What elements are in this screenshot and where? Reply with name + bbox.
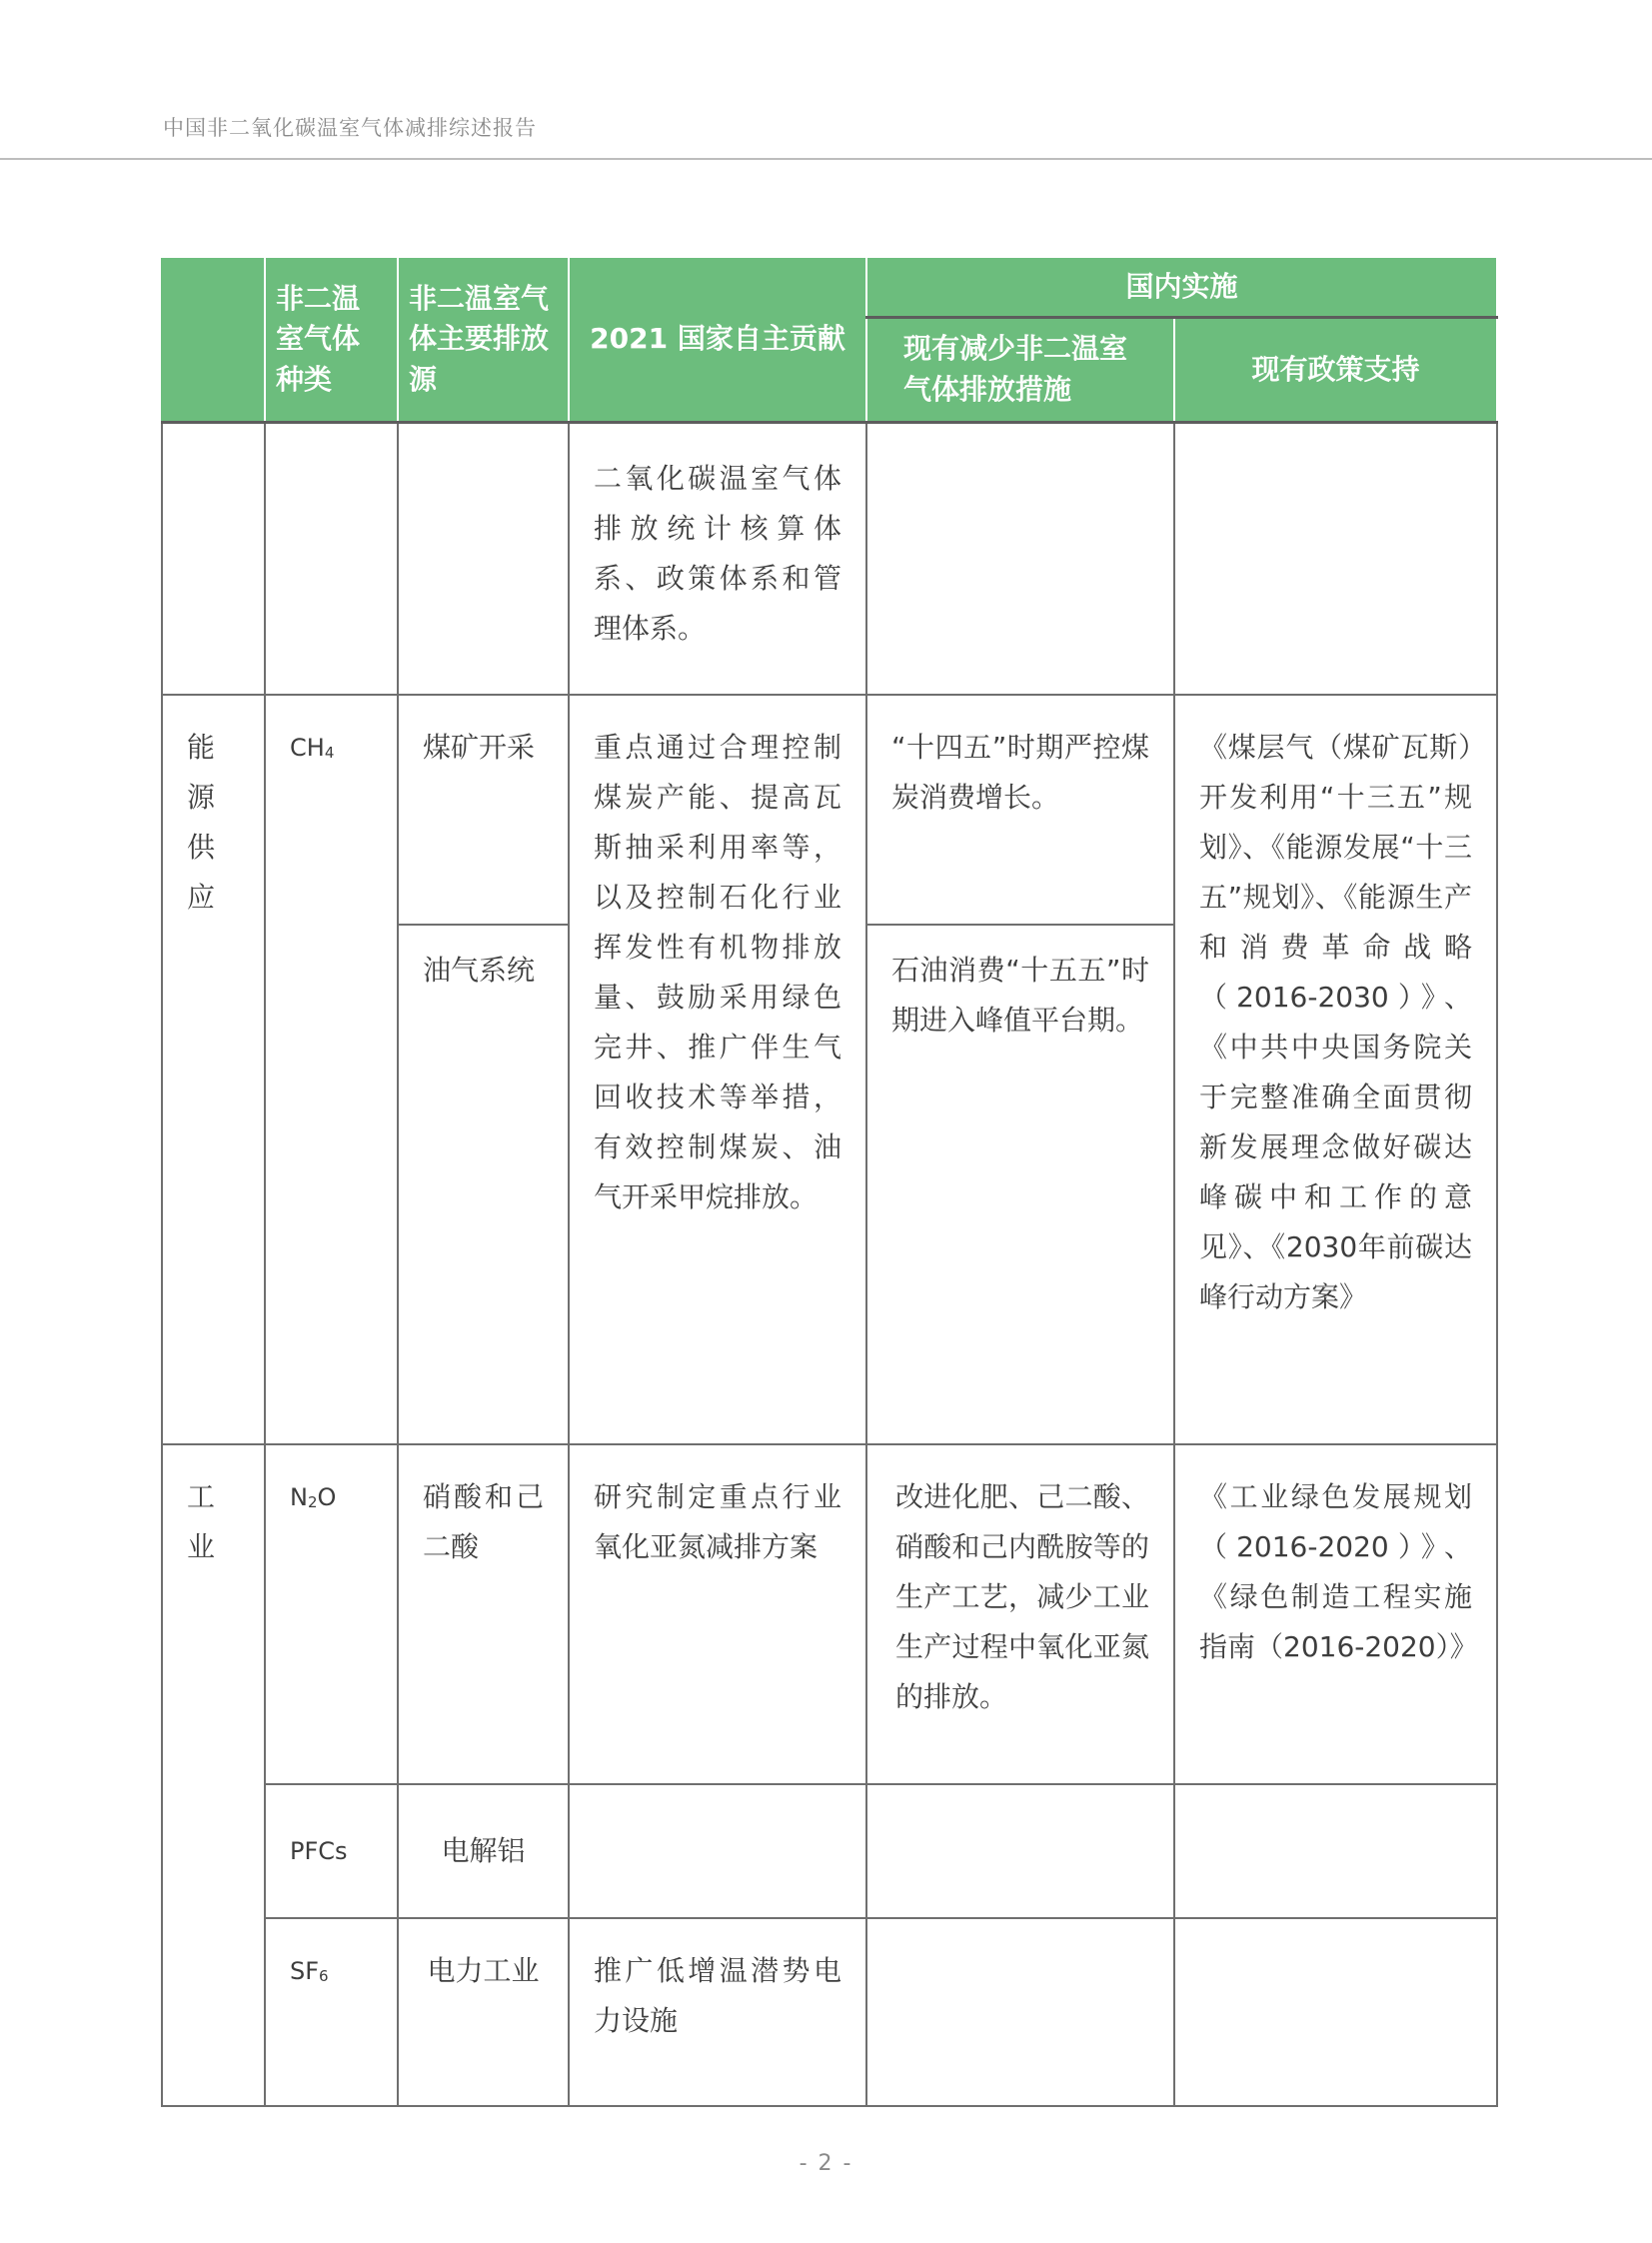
- table-row: [162, 423, 1497, 695]
- policy-n2o: 《工业绿色发展规划（2016-2020）》、《绿色制造工程实施指南（2016-2020）》: [1199, 1479, 1478, 1663]
- table-row: [162, 1444, 1497, 1784]
- cell-source: [398, 1784, 569, 1918]
- ndc-n2o: 研究制定重点行业氧化亚氮减排方案: [594, 1479, 841, 1563]
- measure-oil: 石油消费“十五五”时期进入峰值平台期。: [891, 953, 1149, 1037]
- gas-ch4: $CH_4$: [290, 733, 335, 762]
- cell-measure: [866, 695, 1174, 925]
- cell-source: [398, 925, 569, 1444]
- cell-gas: [265, 1784, 398, 1918]
- ndc-sf6: 推广低增温潜势电力设施: [594, 1953, 841, 2037]
- header-policy: 现有政策支持: [1174, 318, 1497, 423]
- cell-gas: [265, 1444, 398, 1784]
- cell-ndc: [569, 695, 866, 1444]
- cell-empty: [398, 423, 569, 695]
- gas-sf6: $SF_6$: [290, 1956, 329, 1985]
- cell-source: [398, 1918, 569, 2106]
- cell-source: [398, 1444, 569, 1784]
- cell-ndc: [569, 1918, 866, 2106]
- header-domestic: 国内实施: [866, 257, 1497, 318]
- table-row: [162, 695, 1497, 925]
- header-rule: [0, 158, 1652, 160]
- cell-empty: [265, 423, 398, 695]
- ndc-text: 二氧化碳温室气体排放统计核算体系、政策体系和管理体系。: [594, 462, 841, 645]
- cell-ndc: [569, 423, 866, 695]
- cell-empty: [866, 1784, 1174, 1918]
- gas-n2o: $N_2O$: [290, 1482, 337, 1511]
- header-gas-type: 非二温室气体种类: [265, 257, 398, 423]
- header-measures: 现有减少非二温室气体排放措施: [866, 318, 1174, 423]
- header-main-source: 非二温室气体主要排放源: [398, 257, 569, 423]
- cell-policy: [1174, 695, 1497, 1444]
- gas-pfcs: PFCs: [290, 1836, 348, 1865]
- cell-empty: [866, 1918, 1174, 2106]
- ghg-table: [161, 256, 1498, 2107]
- source-nitric-adipic: 硝酸和己二酸: [423, 1479, 544, 1563]
- cell-empty: [569, 1784, 866, 1918]
- cell-empty: [1174, 1784, 1497, 1918]
- table-row: [162, 1784, 1497, 1918]
- cell-empty: [1174, 423, 1497, 695]
- cell-gas: [265, 1918, 398, 2106]
- policy-energy: 《煤层气（煤矿瓦斯）开发利用“十三五”规划》、《能源发展“十三五”规划》、《能源生产和消费革命战略（2016-2030）》、《中共中央国务院关于完整准确全面贯彻新发展理念做好碳达峰碳中和工作的意见》、《2030年前碳达峰行动方案》: [1199, 730, 1473, 1313]
- cell-empty: [162, 423, 265, 695]
- cell-gas: [265, 695, 398, 1444]
- cell-policy: [1174, 1444, 1497, 1784]
- cell-ndc: [569, 1444, 866, 1784]
- header-category: [162, 257, 265, 423]
- source-oil-gas: 油气系统: [423, 953, 536, 987]
- cell-category: [162, 695, 265, 1444]
- measure-coal: “十四五”时期严控煤炭消费增长。: [891, 730, 1149, 814]
- table-row: [162, 1918, 1497, 2106]
- source-coal-mining: 煤矿开采: [423, 730, 536, 764]
- cell-empty: [866, 423, 1174, 695]
- cell-measure: [866, 925, 1174, 1444]
- cell-empty: [1174, 1918, 1497, 2106]
- ndc-energy: 重点通过合理控制煤炭产能、提高瓦斯抽采利用率等，以及控制石化行业挥发性有机物排放量、鼓励采用绿色完井、推广伴生气回收技术等举措，有效控制煤炭、油气开采甲烷排放。: [594, 730, 841, 1213]
- source-electrolytic-aluminum: 电解铝: [441, 1833, 526, 1867]
- cell-source: [398, 695, 569, 925]
- cell-measure: [866, 1444, 1174, 1784]
- cell-category: [162, 1444, 265, 2106]
- header-ndc-2021: 2021 国家自主贡献: [569, 257, 866, 423]
- category-energy: 能源供应: [187, 730, 216, 914]
- source-power-industry: 电力工业: [427, 1953, 540, 1987]
- running-title: 中国非二氧化碳温室气体减排综述报告: [163, 116, 537, 140]
- category-industry: 工业: [187, 1479, 216, 1563]
- page-number: - 2 -: [799, 2151, 853, 2176]
- measure-n2o: 改进化肥、己二酸、硝酸和己内酰胺等的生产工艺，减少工业生产过程中氧化亚氮的排放。: [895, 1479, 1149, 1713]
